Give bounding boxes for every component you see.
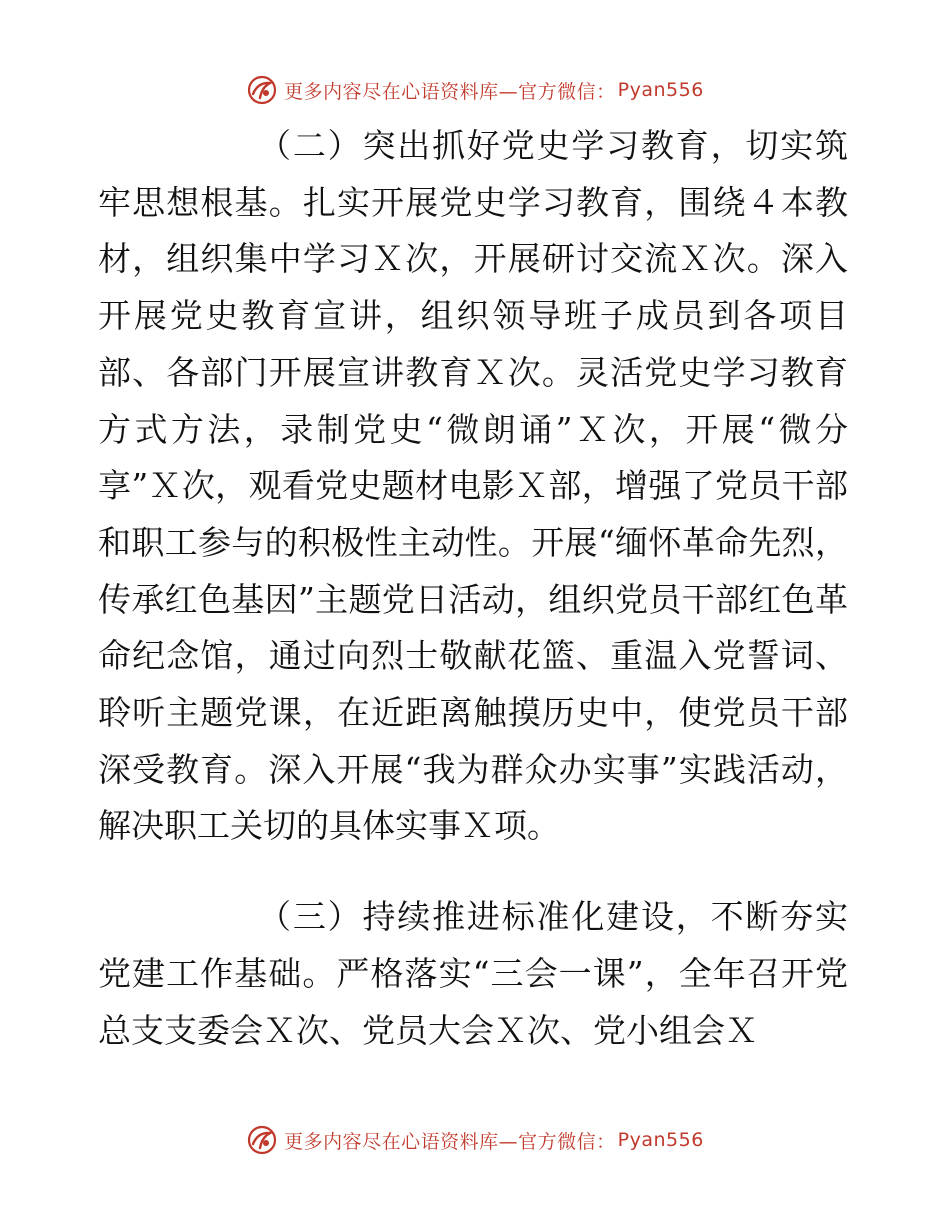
red-swirl-logo-icon — [246, 1124, 278, 1156]
paragraph-section-three: （三）持续推进标准化建设，不断夯实党建工作基础。严格落实“三会一课”，全年召开党总支支委会Ｘ次、党员大会Ｘ次、党小组会Ｘ — [98, 897, 848, 1050]
paragraph-section-two: （二）突出抓好党史学习教育，切实筑牢思想根基。扎实开展党史学习教育，围绕４本教材，组织集中学习Ｘ次，开展研讨交流Ｘ次。深入开展党史教育宣讲，组织领导班子成员到各项目部、各部门开展宣讲教育Ｘ次。灵活党史学习教育方式方法，录制党史“微朗诵”Ｘ次，开展“微分享”Ｘ次，观看党史题材电影Ｘ部，增强了党员干部和职工参与的积极性主动性。开展“缅怀革命先烈，传承红色基因”主题党日活动，组织党员干部红色革命纪念馆，通过向烈士敬献花篮、重温入党誓词、聆听主题党课，在近距离触摸历史中，使党员干部深受教育。深入开展“我为群众办实事”实践活动，解决职工关切的具体实事Ｘ项。 — [98, 126, 848, 846]
footer-banner-text: 更多内容尽在心语资料库—官方微信： — [284, 1130, 616, 1153]
footer-wechat-id: Pyan556 — [617, 1129, 704, 1151]
document-body — [98, 118, 848, 1059]
footer-watermark-banner — [0, 1120, 950, 1160]
red-swirl-logo-icon — [246, 74, 278, 106]
header-banner-text: 更多内容尽在心语资料库—官方微信： — [284, 80, 616, 103]
header-wechat-id: Pyan556 — [617, 79, 704, 101]
header-watermark-banner — [0, 70, 950, 110]
